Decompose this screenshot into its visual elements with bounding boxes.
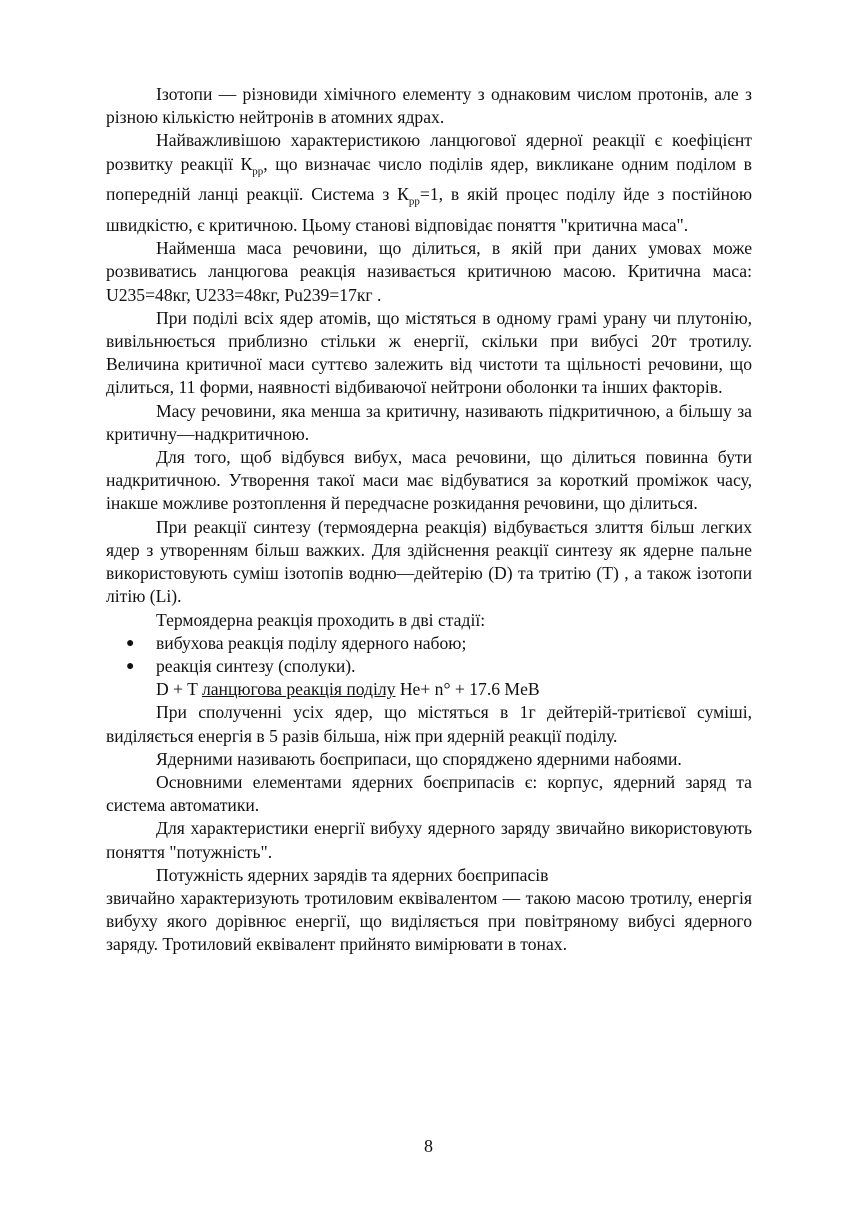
subscript-rr: рр [252,165,264,178]
paragraph-power-heading: Потужність ядерних зарядів та ядерних боєприпасів [156,864,549,885]
formula-right: He+ n° + 17.6 MeB [395,679,540,700]
paragraph-tnt-equivalent: звичайно характеризують тротиловим еквівалентом — такою масою тротилу, енергія вибуху якого дорівнює енергії, що виділяється при повітряному вибусі ядерного заряду. Тротиловий еквівалент прийнято вимірювати в тонах. [106,887,752,955]
paragraph-chain-reaction [106,129,752,237]
paragraph-fission-energy: При поділі всіх ядер атомів, що містяться в одному грамі урану чи плутонію, вивільнюється приблизно стільки ж енергії, скільки при вибусі 20т тротилу. Величина критичної маси суттєво залежить від чистоти та щільності речовини, що ділиться, 11 форми, наявності відбиваючої нейтрони оболонки та інших факторів. [106,307,752,398]
bullet-icon: ● [126,635,135,651]
page-number: 8 [424,1136,433,1156]
paragraph-critical-mass: Найменша маса речовини, що ділиться, в якій при даних умовах може розвиватись ланцюгова реакція називається критичною масою. Критична маса: U235=48кг, U233=48кг, Pu239=17кг . [106,238,752,305]
paragraph-supercritical: Для того, щоб відбувся вибух, маса речовини, що ділиться повинна бути надкритичною. Утворення такої маси має відбуватися за короткий проміжок часу, інакше можливе розтоплення й передчасне розкидання речовини, що ділиться. [106,447,752,514]
list-item [106,632,752,655]
formula-underlined: ланцюгова реакція поділу [201,679,396,700]
paragraph-fusion-energy: При сполученні усіх ядер, що містяться в 1г дейтерій-тритієвої суміші, виділяється енергія в 5 разів більша, ніж при ядерній реакції поділу. [106,702,752,746]
paragraph-power: Для характеристики енергії вибуху ядерного заряду звичайно використовують поняття "потужність". [106,818,752,862]
bullet-icon: ● [126,658,135,674]
list-item-text: вибухова реакція поділу ядерного набою; [156,632,467,653]
paragraph-stages: Термоядерна реакція проходить в дві стадії: [156,609,486,630]
subscript-rr: рр [408,195,420,208]
paragraph-subcritical: Масу речовини, яка менша за критичну, називають підкритичною, а більшу за критичну—надкритичною. [106,400,752,444]
reaction-formula [106,678,752,701]
paragraph-synthesis: При реакції синтезу (термоядерна реакція) відбувається злиття більш легких ядер з утворенням більш важких. Для здійснення реакції синтезу як ядерне пальне використовують суміш ізотопів водню—дейтерію (D) та тритію (T) , а також ізотопи літію (Li). [106,516,752,607]
list-item [106,655,752,678]
text-run: , що визначає число поділів ядер, викликане одним поділом в попередній ланці реакції. Система з К [106,153,752,205]
stages-list [106,632,752,678]
list-item-text: реакція синтезу (сполуки). [156,655,356,676]
paragraph-nuclear-munitions: Ядерними називають боєприпаси, що споряджено ядерними набоями. [156,748,682,769]
page-body [106,83,752,957]
paragraph-elements: Основними елементами ядерних боєприпасів є: корпус, ядерний заряд та система автоматики. [106,771,752,816]
paragraph-isotopes: Ізотопи — різновиди хімічного елементу з однаковим числом протонів, але з різною кількістю нейтронів в атомних ядрах. [106,84,752,128]
text-run: Найважливішою характеристикою ланцюгової ядерної реакції є коефіцієнт розвитку реакції К [106,130,752,174]
text-run: =1, в якій процес поділу йде з постійною швидкістю, є критичною. Цьому станові відповідає поняття "критична маса". [106,184,752,236]
formula-left: D + T [156,679,202,700]
